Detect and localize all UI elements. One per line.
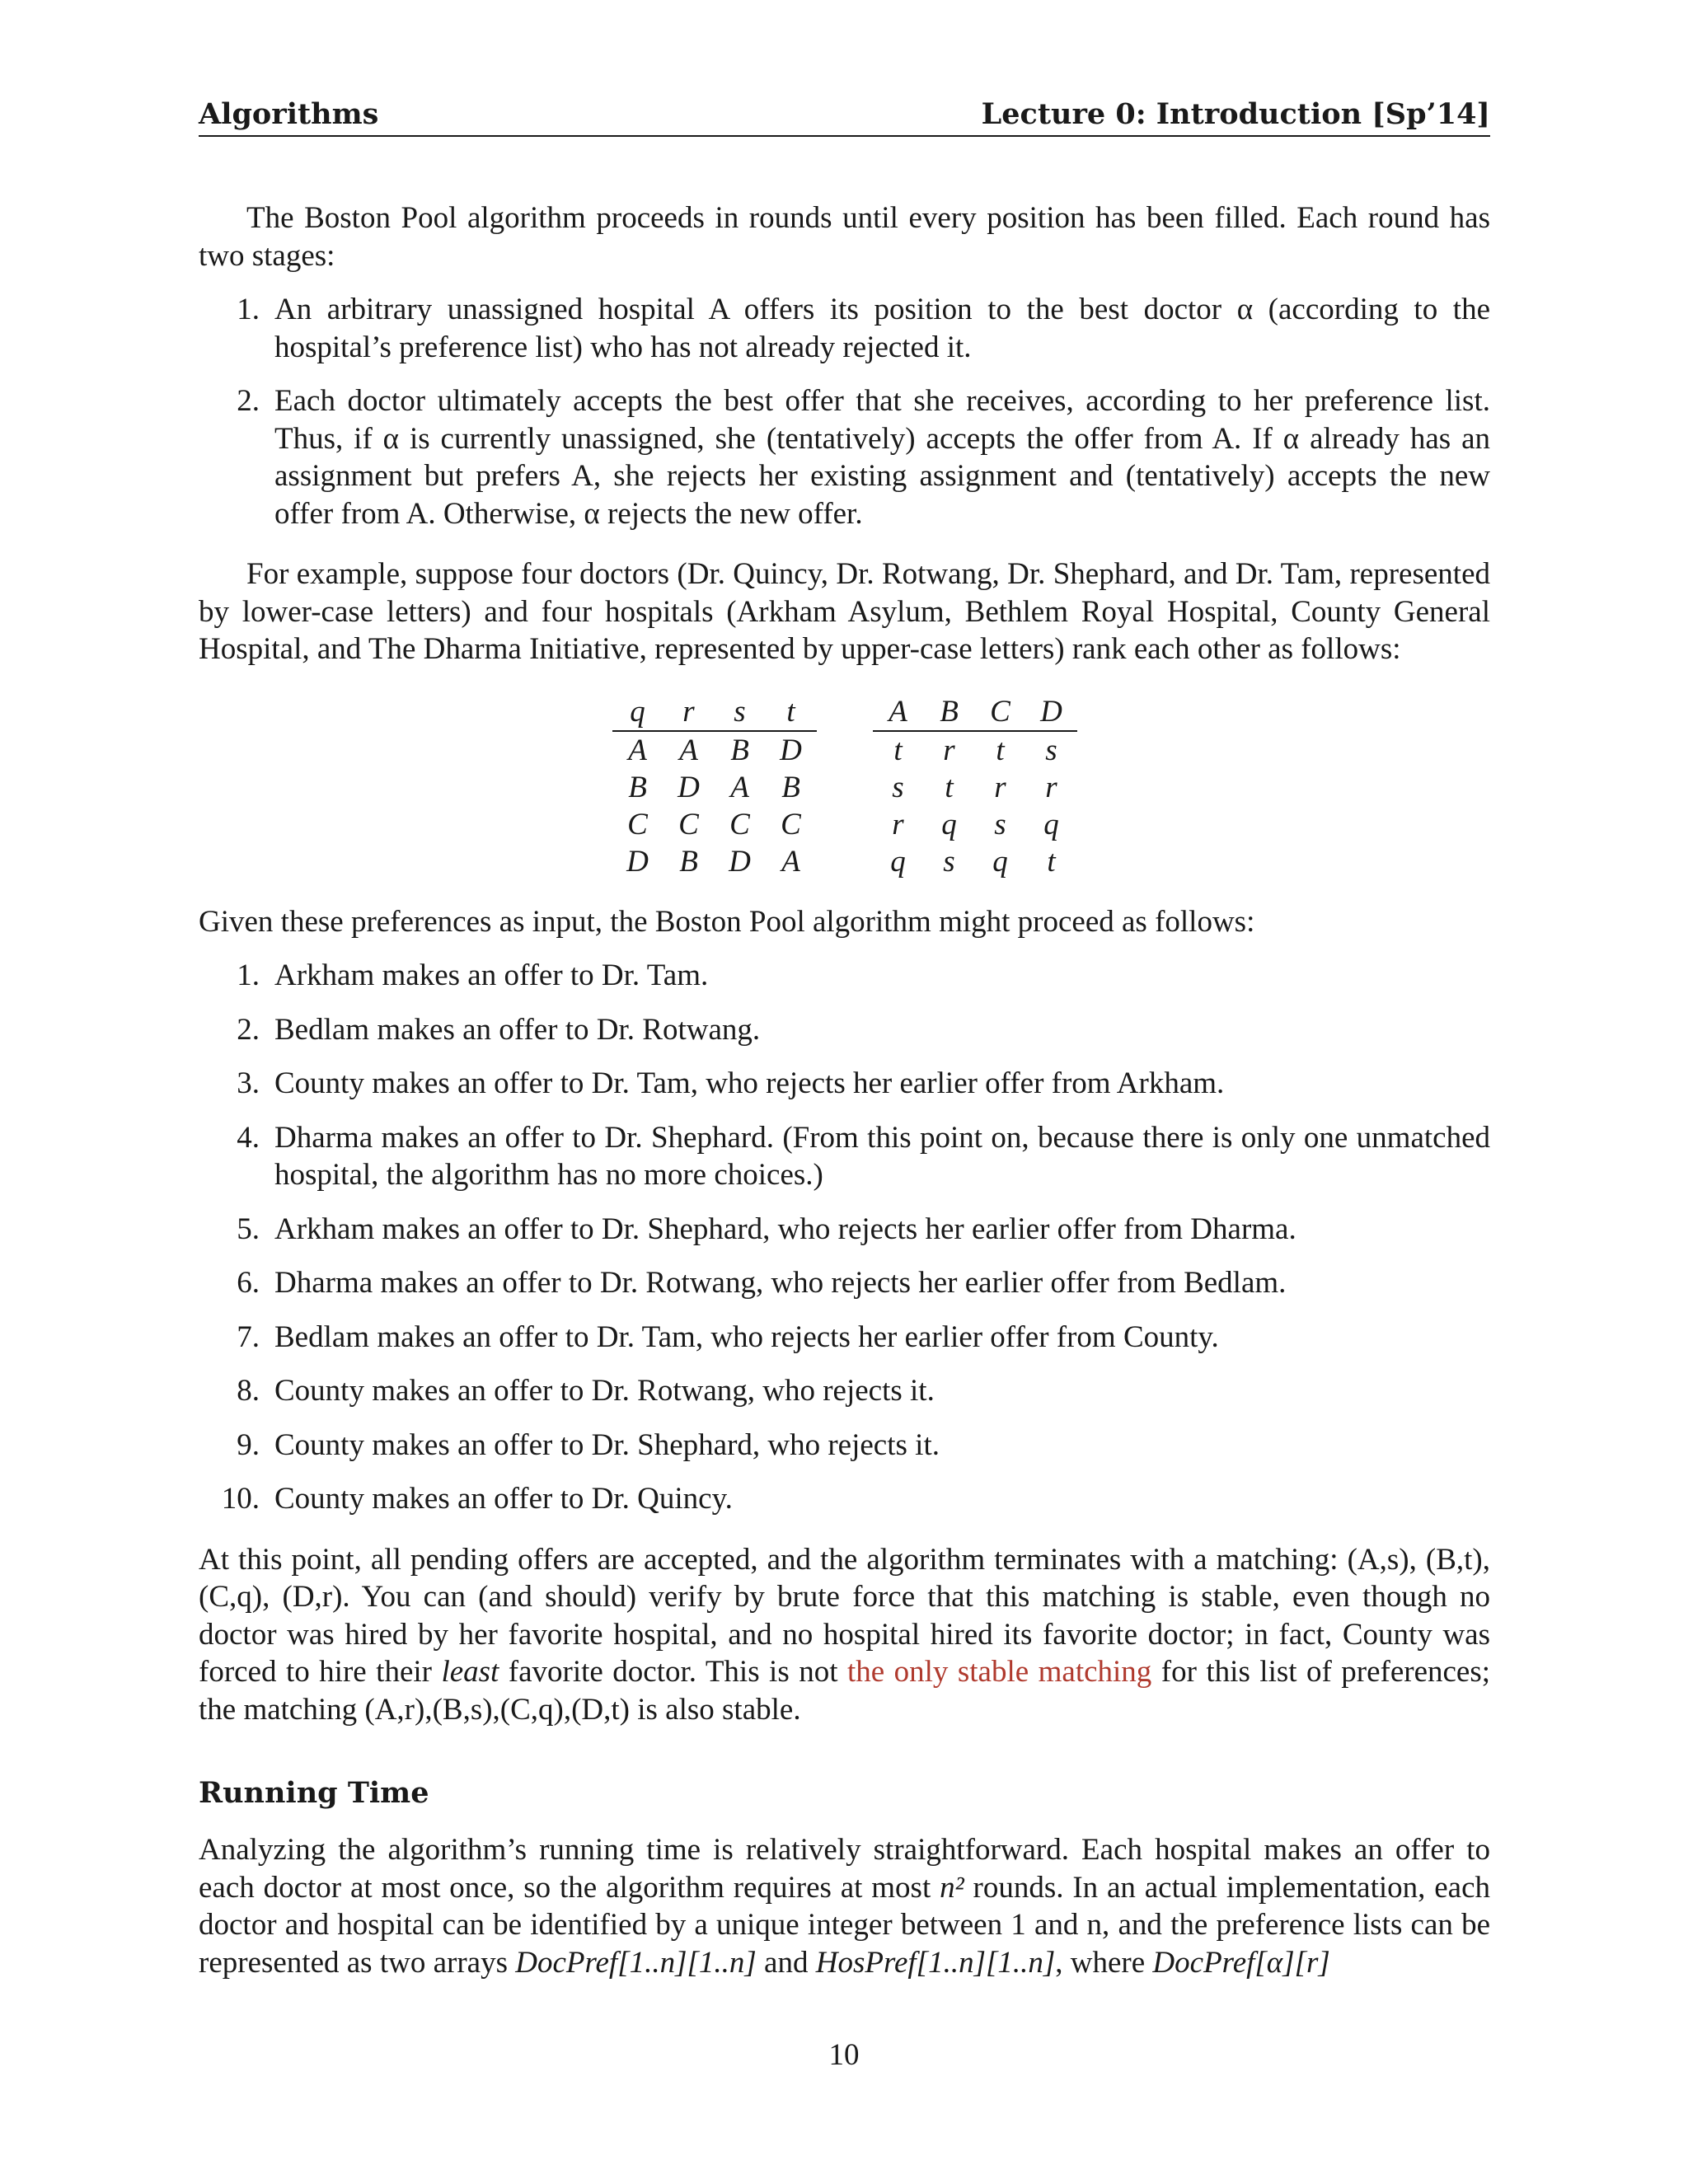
rt-part1: Analyzing the algorithm’s running time is relatively straightforward. Each hospital makes an offer to each doctor at most once, so the algorithm requires at most: [199, 1833, 1490, 1905]
header-left: Algorithms: [199, 97, 379, 131]
hospital-pref-cell: r: [994, 770, 1006, 804]
hospital-pref-cell: s: [892, 770, 904, 804]
hospital-pref-cell: s: [1045, 733, 1057, 767]
step-item: [199, 1065, 1490, 1103]
step-text: County makes an offer to Dr. Quincy.: [274, 1482, 733, 1516]
doctor-pref-cell: B: [628, 770, 647, 804]
doctor-preference-table: [612, 693, 817, 880]
preference-tables: [199, 693, 1490, 880]
doctor-pref-cell: A: [679, 733, 698, 767]
doctor-pref-row: [612, 731, 817, 769]
step-number: 1.: [237, 958, 260, 992]
doctor-pref-cell: C: [678, 807, 699, 841]
stages-list: [199, 291, 1490, 532]
doctor-pref-row: [612, 806, 817, 843]
step-item: [199, 1011, 1490, 1049]
step-item: [199, 1119, 1490, 1194]
step-text: Bedlam makes an offer to Dr. Rotwang.: [274, 1012, 761, 1047]
step-text: Arkham makes an offer to Dr. Tam.: [274, 958, 709, 992]
step-number: 8.: [237, 1374, 260, 1408]
rt-n-squared: n²: [940, 1870, 964, 1905]
page-number: 10: [828, 2038, 860, 2072]
example-paragraph: For example, suppose four doctors (Dr. Quincy, Dr. Rotwang, Dr. Shephard, and Dr. Tam, represented by lower-case letters) and four hospitals (Arkham Asylum, Bethlem Royal Hospital, County General Hospital, and The Dharma Initiative, represented by upper-case letters) rank each other as follows:: [199, 557, 1490, 666]
doctor-pref-header: s: [715, 693, 766, 731]
conclusion-emphasis: least: [441, 1655, 499, 1689]
step-item: [199, 1211, 1490, 1249]
hospital-pref-row: [873, 731, 1077, 769]
doctor-pref-cell: D: [678, 770, 700, 804]
step-text: Dharma makes an offer to Dr. Shephard. (From this point on, because there is only one unmatched hospital, the algorithm has no more choices.): [274, 1120, 1490, 1192]
step-text: County makes an offer to Dr. Tam, who rejects her earlier offer from Arkham.: [274, 1066, 1225, 1100]
conclusion-part1: At this point, all pending offers are accepted, and the algorithm terminates with a matching: (A,s), (B,t), (C,q), (D,r). You can (and should) verify by brute force that this matching is stable, even though no doctor was hired by her favorite hospital, and no hospital hired its favorite doctor; in fact, County was forced to hire their: [199, 1542, 1490, 1689]
rt-part3: , where: [1055, 1945, 1146, 1980]
steps-list: [199, 957, 1490, 1518]
rt-and: and: [764, 1945, 809, 1980]
hospital-pref-row: [873, 769, 1077, 806]
doctor-pref-header: r: [663, 693, 715, 731]
hospital-pref-cell: r: [943, 733, 955, 767]
step-item: [199, 1264, 1490, 1302]
rt-hospref-array: HosPref[1..n][1..n]: [815, 1945, 1056, 1980]
rt-docpref-array: DocPref[1..n][1..n]: [515, 1945, 757, 1980]
doctor-pref-cell: D: [729, 844, 751, 879]
stage-text: An arbitrary unassigned hospital A offers its position to the best doctor α (according to the hospital’s preference list) who has not already rejected it.: [274, 293, 1490, 364]
conclusion-part3: for this list of preferences; the matching (A,r),(B,s),(C,q),(D,t) is also stable.: [199, 1655, 1491, 1727]
hospital-pref-cell: t: [996, 733, 1005, 767]
section-title: Running Time: [199, 1776, 429, 1810]
intro-paragraph: The Boston Pool algorithm proceeds in rounds until every position has been filled. Each round has two stages:: [199, 201, 1490, 273]
hospital-pref-cell: r: [1045, 770, 1057, 804]
hospital-pref-header: C: [975, 693, 1026, 731]
step-text: Arkham makes an offer to Dr. Shephard, who rejects her earlier offer from Dharma.: [274, 1212, 1296, 1246]
step-item: [199, 1372, 1490, 1410]
doctor-pref-cell: B: [730, 733, 749, 767]
conclusion-paragraph: [199, 1541, 1490, 1729]
step-number: 6.: [237, 1266, 260, 1300]
doctor-pref-cell: A: [781, 844, 800, 879]
step-number: 9.: [237, 1427, 260, 1462]
step-item: [199, 957, 1490, 995]
step-item: [199, 1480, 1490, 1518]
hospital-pref-cell: s: [994, 807, 1006, 841]
hospital-pref-cell: r: [892, 807, 904, 841]
step-number: 10.: [221, 1482, 260, 1516]
step-number: 2.: [237, 1012, 260, 1047]
step-text: Bedlam makes an offer to Dr. Tam, who rejects her earlier offer from County.: [274, 1319, 1219, 1354]
running-header: [199, 97, 1490, 137]
doctor-pref-cell: A: [730, 770, 749, 804]
hospital-pref-row: [873, 806, 1077, 843]
doctor-pref-header: q: [612, 693, 663, 731]
step-text: County makes an offer to Dr. Shephard, who rejects it.: [274, 1427, 940, 1462]
running-time-paragraph: [199, 1831, 1490, 1981]
doctor-pref-row: [612, 843, 817, 880]
doctor-pref-header: t: [766, 693, 817, 731]
step-number: 4.: [237, 1120, 260, 1155]
hospital-pref-cell: t: [1047, 844, 1056, 879]
hospital-pref-row: [873, 843, 1077, 880]
conclusion-part2: favorite doctor. This is not: [508, 1655, 838, 1689]
stage-item: [199, 382, 1490, 532]
stable-matching-link[interactable]: the only stable matching: [846, 1655, 1152, 1689]
hospital-pref-cell: s: [943, 844, 955, 879]
doctor-pref-cell: C: [781, 807, 801, 841]
doctor-pref-cell: B: [679, 844, 698, 879]
step-text: County makes an offer to Dr. Rotwang, who rejects it.: [274, 1374, 935, 1408]
hospital-pref-cell: q: [992, 844, 1008, 879]
hospital-preference-table: [873, 693, 1077, 880]
doctor-pref-cell: B: [781, 770, 800, 804]
step-number: 3.: [237, 1066, 260, 1100]
stage-number: 2.: [237, 384, 260, 418]
hospital-pref-cell: q: [1043, 807, 1059, 841]
rt-part2: rounds. In an actual implementation, each doctor and hospital can be identified by a unique integer between 1 and n, and the preference lists can be represented as two arrays: [199, 1870, 1490, 1980]
step-text: Dharma makes an offer to Dr. Rotwang, who rejects her earlier offer from Bedlam.: [274, 1266, 1287, 1300]
hospital-pref-cell: t: [893, 733, 903, 767]
step-number: 5.: [237, 1212, 260, 1246]
given-paragraph: Given these preferences as input, the Boston Pool algorithm might proceed as follows:: [199, 904, 1255, 939]
doctor-pref-cell: A: [628, 733, 647, 767]
hospital-pref-cell: t: [945, 770, 954, 804]
hospital-pref-cell: q: [941, 807, 957, 841]
step-number: 7.: [237, 1319, 260, 1354]
doctor-pref-cell: D: [780, 733, 802, 767]
hospital-pref-header: A: [873, 693, 924, 731]
doctor-pref-cell: D: [626, 844, 649, 879]
hospital-pref-header: B: [924, 693, 975, 731]
stage-number: 1.: [237, 293, 260, 326]
rt-docpref-entry: DocPref[α][r]: [1152, 1945, 1330, 1980]
hospital-pref-header: D: [1026, 693, 1077, 731]
header-right: Lecture 0: Introduction [Sp’14]: [981, 97, 1490, 131]
body-content: [199, 199, 1490, 1981]
doctor-pref-cell: C: [627, 807, 648, 841]
hospital-pref-cell: q: [890, 844, 906, 879]
doctor-pref-row: [612, 769, 817, 806]
step-item: [199, 1427, 1490, 1465]
doctor-pref-cell: C: [729, 807, 750, 841]
stage-item: [199, 291, 1490, 366]
stage-text: Each doctor ultimately accepts the best offer that she receives, according to her preference list. Thus, if α is currently unassigned, she (tentatively) accepts the offer from A. If α already has an assignment but prefers A, she rejects her existing assignment and (tentatively) accepts the new offer from A. Otherwise, α rejects the new offer.: [274, 384, 1490, 531]
step-item: [199, 1319, 1490, 1357]
